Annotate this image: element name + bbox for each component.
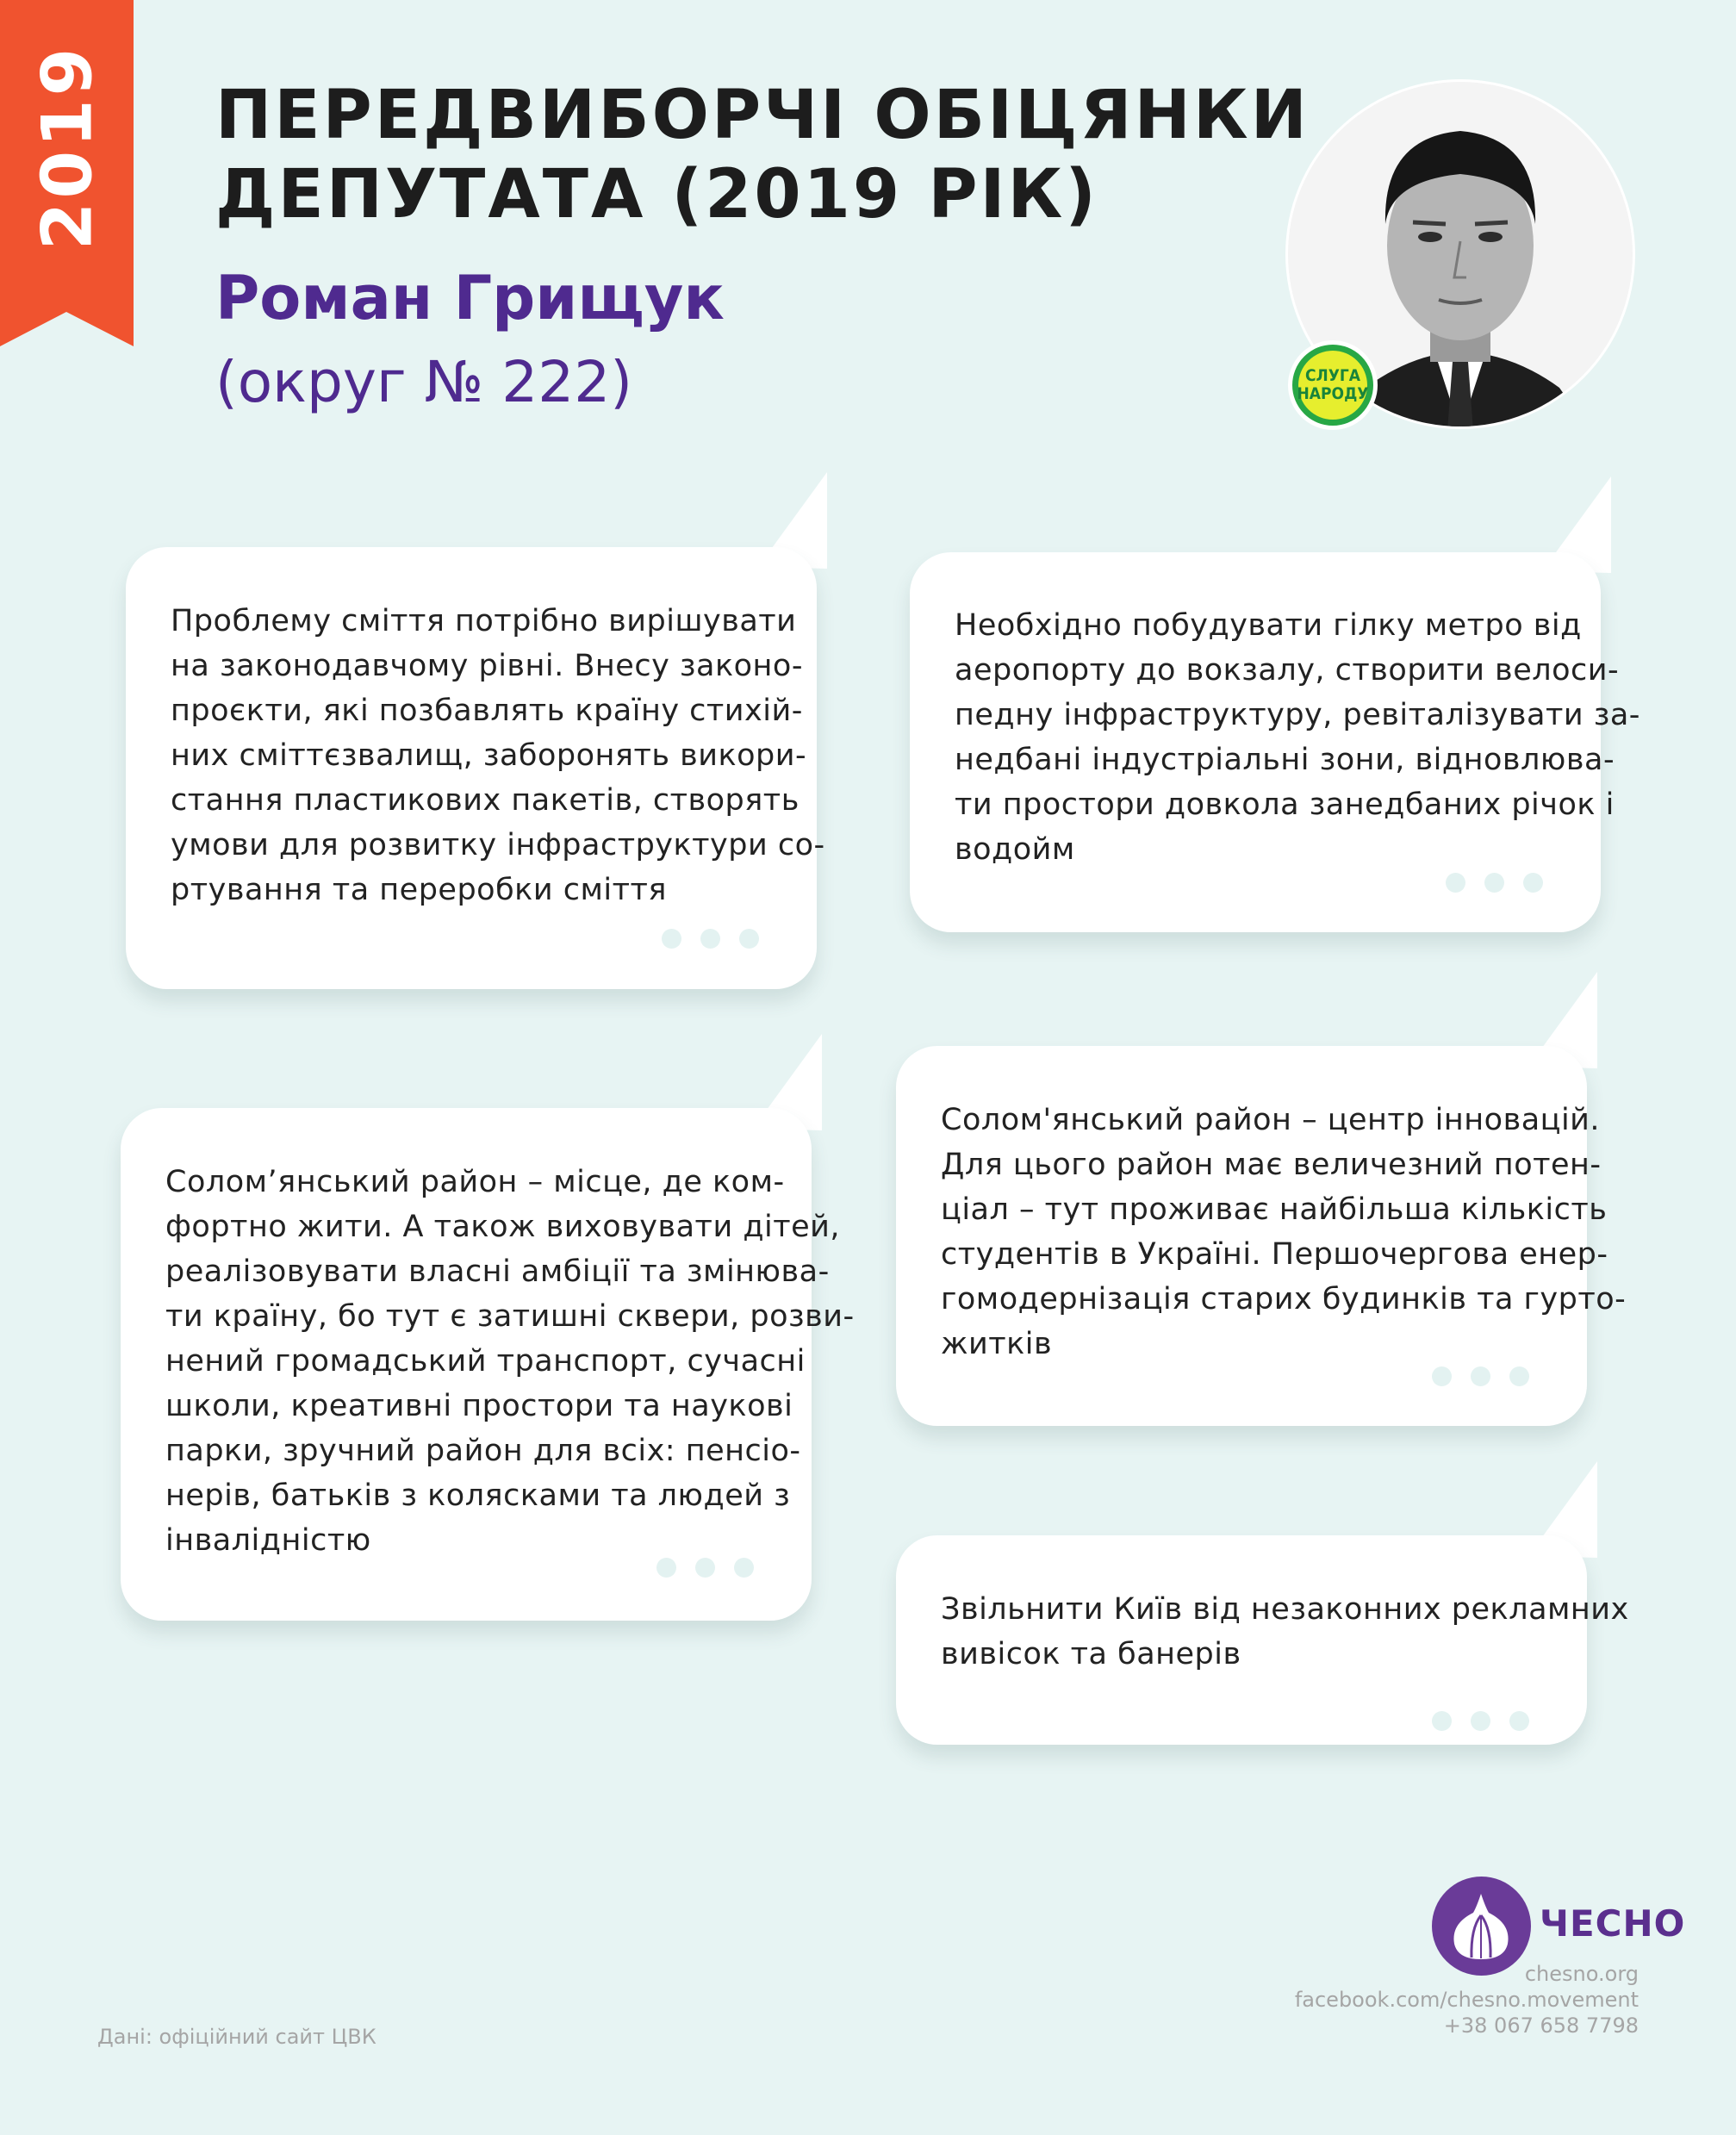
promise-text: [941, 1098, 1626, 1366]
promise-line: водойм: [955, 832, 1075, 867]
promise-line: стання пластикових пакетів, створять: [171, 783, 800, 818]
phone-number: +38 067 658 7798: [1443, 2014, 1639, 2038]
data-source: Дані: офіційний сайт ЦВК: [97, 2025, 376, 2049]
promise-line: аеропорту до вокзалу, створити велоси-: [955, 653, 1620, 688]
promise-line: проєкти, які позбавлять країну стихій-: [171, 694, 803, 728]
promise-line: ти країну, бо тут є затишні сквери, розви-: [165, 1299, 855, 1334]
typing-dots-icon: [656, 1558, 754, 1578]
promise-line: парки, зручний район для всіх: пенсіо-: [165, 1434, 801, 1468]
promise-line: Звільнити Київ від незаконних рекламних: [941, 1592, 1629, 1627]
promise-line: житків: [941, 1327, 1053, 1361]
title-line: ДЕПУТАТА (2019 РІК): [215, 156, 1098, 233]
promise-line: ціал – тут проживає найбільша кількість: [941, 1192, 1608, 1227]
promise-line: нерів, батьків з колясками та людей з: [165, 1478, 791, 1513]
promise-text: [941, 1587, 1629, 1677]
ribbon-year: 2019: [27, 44, 108, 251]
promise-line: ртування та переробки сміття: [171, 873, 667, 907]
promise-line: педну інфраструктуру, ревіталізувати за-: [955, 698, 1640, 732]
title-line: ПЕРЕДВИБОРЧІ ОБІЦЯНКИ: [215, 77, 1310, 154]
promise-line: умови для розвитку інфраструктури со-: [171, 828, 825, 862]
promise-text: [165, 1160, 855, 1563]
party-name-line: СЛУГА: [1304, 366, 1361, 385]
promise-line: Проблему сміття потрібно вирішувати: [171, 604, 797, 638]
promise-line: інвалідністю: [165, 1523, 371, 1558]
promise-line: вивісок та банерів: [941, 1637, 1241, 1671]
promise-line: недбані індустріальні зони, відновлюва-: [955, 743, 1615, 777]
promise-line: ти простори довкола занедбаних річок і: [955, 787, 1615, 822]
deputy-name: Роман Грищук: [215, 263, 725, 333]
contacts: [1295, 1961, 1639, 2039]
website-link[interactable]: chesno.org: [1524, 1962, 1639, 1986]
district-number: (округ № 222): [215, 349, 632, 415]
typing-dots-icon: [1432, 1711, 1529, 1731]
typing-dots-icon: [1432, 1366, 1529, 1386]
typing-dots-icon: [662, 929, 759, 949]
party-logo: [1298, 351, 1367, 420]
promise-line: них сміттєзвалищ, заборонять викори-: [171, 738, 807, 773]
chesno-logo-text: ЧЕСНО: [1540, 1902, 1686, 1945]
promise-line: школи, креативні простори та наукові: [165, 1389, 793, 1423]
promise-line: фортно жити. А також виховувати дітей,: [165, 1210, 841, 1244]
page-title: [215, 76, 1310, 234]
party-name-line: НАРОДУ: [1297, 384, 1369, 403]
promise-line: реалізовувати власні амбіції та змінюва-: [165, 1254, 830, 1289]
typing-dots-icon: [1446, 873, 1543, 893]
promise-line: Необхідно побудувати гілку метро від: [955, 608, 1582, 643]
facebook-link[interactable]: facebook.com/chesno.movement: [1294, 1988, 1639, 2012]
promise-line: Солом’янський район – місце, де ком-: [165, 1165, 785, 1199]
promise-text: [955, 603, 1640, 872]
promise-line: Солом'янський район – центр інновацій.: [941, 1103, 1601, 1137]
promise-line: нений громадський транспорт, сучасні: [165, 1344, 806, 1379]
promise-line: Для цього район має величезний потен-: [941, 1148, 1602, 1182]
promise-line: гомодернізація старих будинків та гурто-: [941, 1282, 1627, 1316]
party-badge: [1288, 340, 1378, 430]
promise-line: на законодавчому рівні. Внесу законо-: [171, 649, 803, 683]
promise-line: студентів в Україні. Першочергова енер-: [941, 1237, 1608, 1272]
promise-text: [171, 599, 825, 912]
